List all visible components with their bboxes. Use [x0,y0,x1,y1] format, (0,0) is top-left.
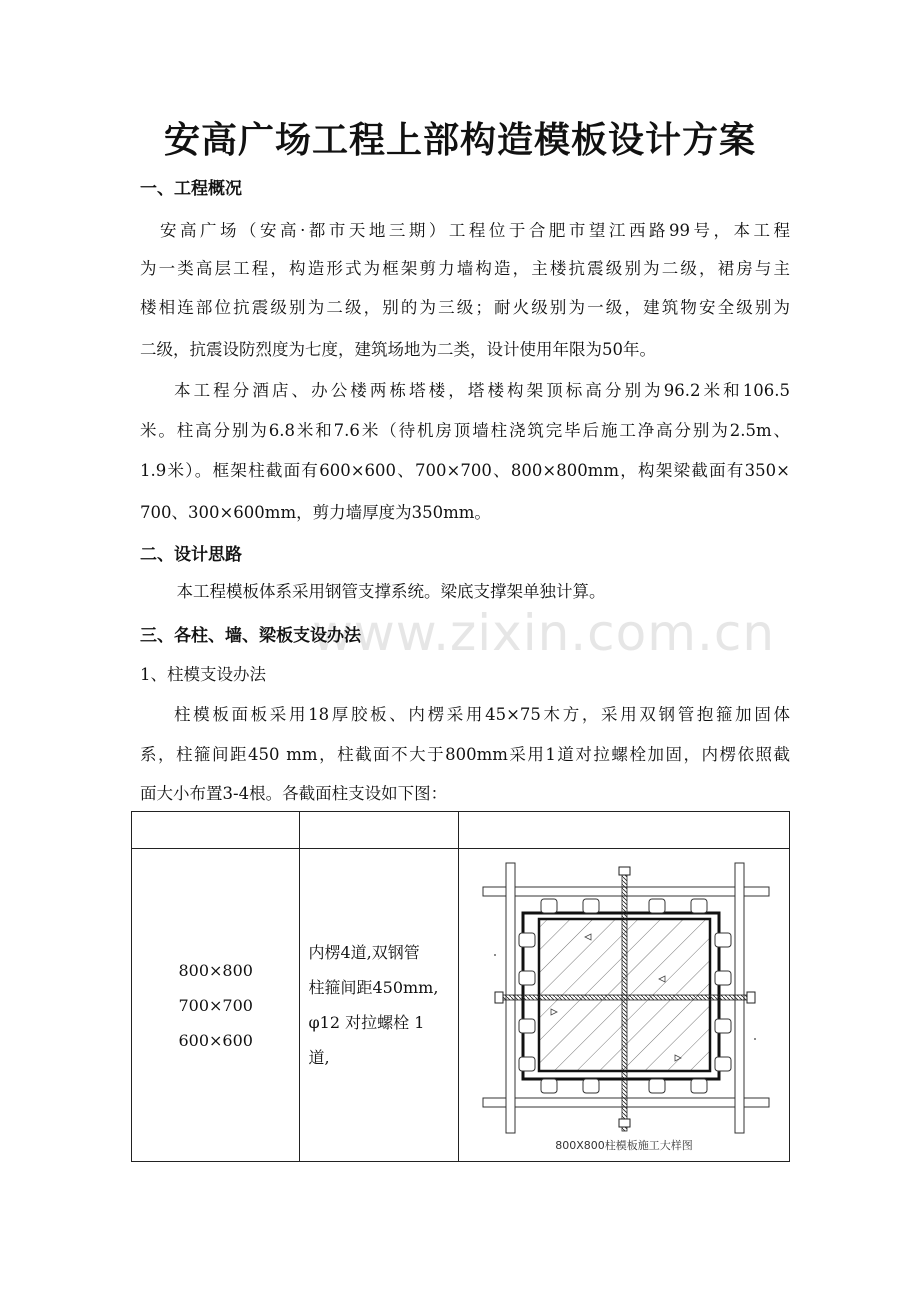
column-spec-table [131,811,790,1162]
figure-cell [459,849,790,1162]
section-heading-design: 二、设计思路 [140,545,242,565]
text-line: 为一类高层工程，构造形式为框架剪力墙构造，主楼抗震级别为二级，裙房与主 [140,259,790,278]
text-line: 面大小布置3-4根。各截面柱支设如下图： [140,784,448,803]
column-formwork-drawing [459,849,789,1161]
text-line: 700、300×600mm，剪力墙厚度为350mm。 [140,503,491,522]
section-heading-methods: 三、各柱、墙、梁板支设办法 [140,626,361,646]
desc-line: φ12 对拉螺栓 1 [308,1013,425,1032]
desc-line: 柱箍间距450mm, [308,978,439,997]
text-line: 安高广场（安高·都市天地三期）工程位于合肥市望江西路99号，本工程 [140,221,790,240]
section-size: 700×700 [178,995,253,1015]
table-header-row [132,812,790,849]
table-cell [132,812,300,849]
section-sizes-cell [132,849,300,1162]
text-line: 米。柱高分别为6.8米和7.6米（待机房顶墙柱浇筑完毕后施工净高分别为2.5m、 [140,421,790,440]
section-size: 800×800 [178,960,253,980]
section-size: 600×600 [178,1030,253,1050]
document-title: 安高广场工程上部构造模板设计方案 [163,119,756,161]
subsection-heading-column: 1、柱模支设办法 [140,665,266,684]
text-line: 1.9米）。框架柱截面有600×600、700×700、800×800mm，构架梁截面有350× [140,461,790,480]
support-description-cell [300,849,459,1162]
text-line: 楼相连部位抗震级别为二级，别的为三级；耐火级别为一级，建筑物安全级别为 [140,298,790,317]
text-line: 系，柱箍间距450 mm，柱截面不大于800mm采用1道对拉螺栓加固，内楞依照截 [140,745,790,764]
table-cell [459,812,790,849]
figure-caption: 800X800柱模板施工大样图 [555,1139,693,1152]
section-heading-overview: 一、工程概况 [140,179,242,199]
desc-line: 内楞4道,双钢管 [308,943,420,962]
table-cell [300,812,459,849]
text-line: 柱模板面板采用18厚胶板、内楞采用45×75木方，采用双钢管抱箍加固体 [174,705,790,724]
desc-line: 道, [308,1048,330,1067]
table-row [132,849,790,1162]
text-line: 二级，抗震设防烈度为七度，建筑场地为二类，设计使用年限为50年。 [140,340,656,359]
text-line: 本工程分酒店、办公楼两栋塔楼，塔楼构架顶标高分别为96.2米和106.5 [174,381,790,400]
design-paragraph: 本工程模板体系采用钢管支撑系统。梁底支撑架单独计算。 [160,582,606,601]
watermark: www.zixin.com.cn [312,604,776,662]
